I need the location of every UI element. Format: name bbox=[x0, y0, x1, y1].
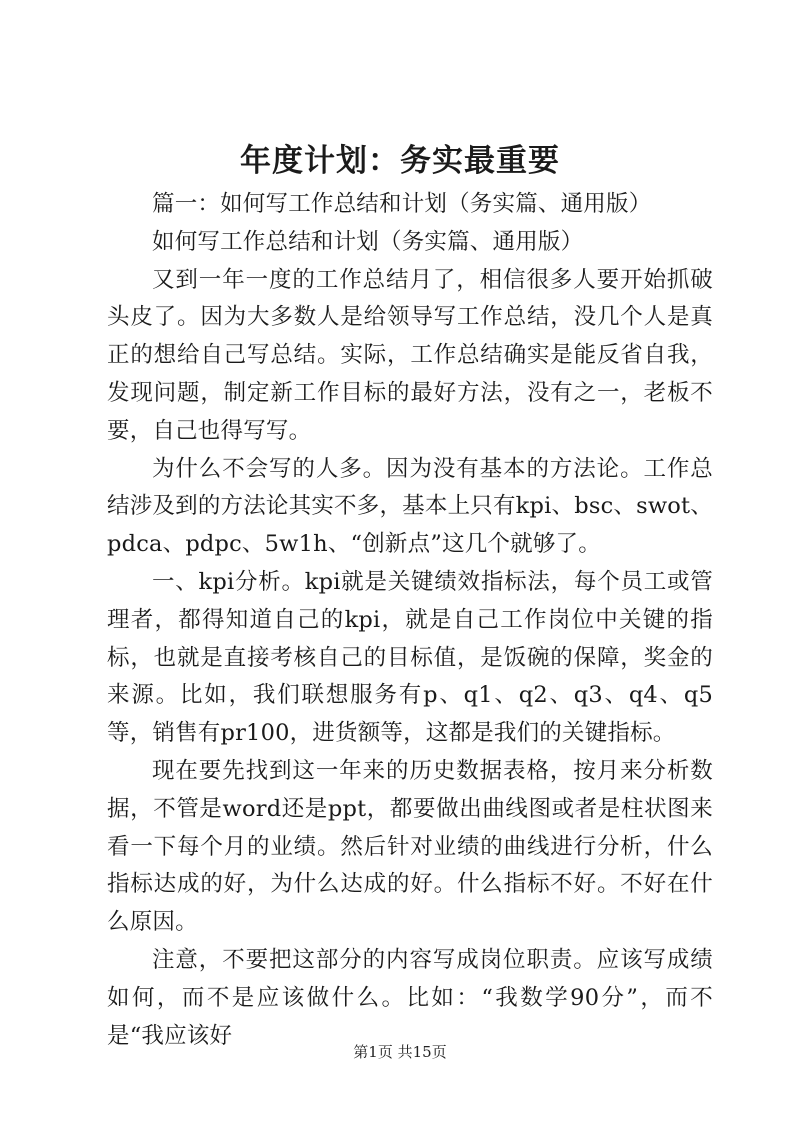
paragraph-intro: 又到一年一度的工作总结月了，相信很多人要开始抓破头皮了。因为大多数人是给领导写工作总结，没几个人是真正的想给自己写总结。实际，工作总结确实是能反省自我，发现问题，制定新工作目标的最好方法，没有之一，老板不要，自己也得写写。 bbox=[107, 266, 713, 444]
paragraph-kpi-analysis: 一、kpi分析。kpi就是关键绩效指标法，每个员工或管理者，都得知道自己的kpi，就是自己工作岗位中关键的指标，也就是直接考核自己的目标值，是饭碗的保障，奖金的来源。比如，我们联想服务有p、q1、q2、q3、q4、q5等，销售有pr100，进货额等，这都是我们的关键指标。 bbox=[107, 568, 713, 747]
paragraph-methodology: 为什么不会写的人多。因为没有基本的方法论。工作总结涉及到的方法论其实不多，基本上只有kpi、bsc、swot、pdca、pdpc、5w1h、“创新点”这几个就够了。 bbox=[107, 455, 713, 558]
paragraph-section-heading: 篇一：如何写工作总结和计划（务实篇、通用版） bbox=[152, 191, 652, 217]
document-body bbox=[107, 186, 713, 1055]
page-number: 第1页 共15页 bbox=[353, 1043, 447, 1061]
document-title: 年度计划：务实最重要 bbox=[240, 143, 560, 179]
paragraph-note: 注意，不要把这部分的内容写成岗位职责。应该写成绩如何，而不是应该做什么。比如：“我数学90分”，而不是“我应该好 bbox=[107, 946, 713, 1049]
paragraph-subheading: 如何写工作总结和计划（务实篇、通用版） bbox=[152, 228, 584, 255]
paragraph-data-analysis: 现在要先找到这一年来的历史数据表格，按月来分析数据，不管是word还是ppt，都要做出曲线图或者是柱状图来看一下每个月的业绩。然后针对业绩的曲线进行分析，什么指标达成的好，为什么达成的好。什么指标不好。不好在什么原因。 bbox=[107, 757, 713, 936]
